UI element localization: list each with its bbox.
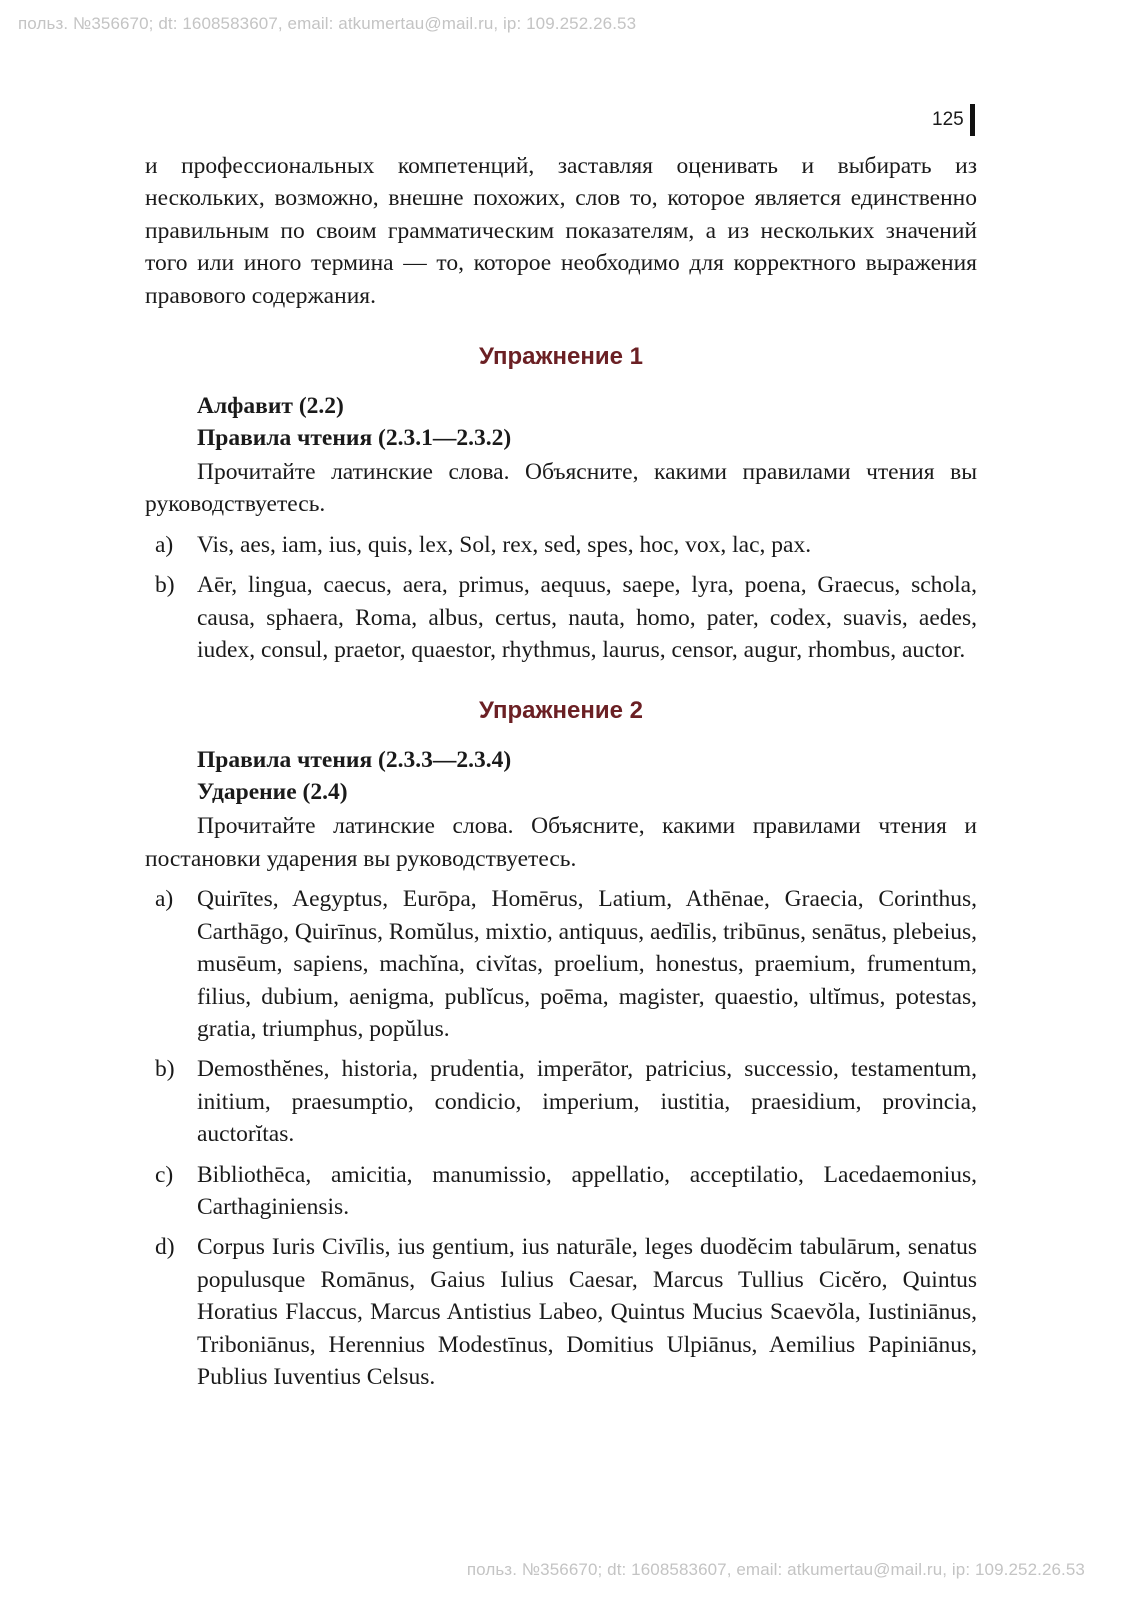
list-marker: a) xyxy=(155,531,174,558)
list-text: Demosthĕnes, historia, prudentia, imperātor, patricius, successio, testamentum, initium, praesumptio, condicio, imperium, iustitia, praesidium, provincia, auctorĭtas. xyxy=(197,1056,977,1148)
intro-paragraph: и профессиональных компетенций, заставляя оценивать и выбирать из нескольких, возможно, внешне похожих, слов то, которое является единственно правильным по своим грамматическим показателям, а из нескольких значений того или иного термина — то, которое необходимо для корректного выражения правового содержания. xyxy=(145,153,977,309)
exercise-task: Прочитайте латинские слова. Объясните, какими правилами чтения вы руководствуетесь. xyxy=(145,459,977,518)
list-item xyxy=(145,569,977,666)
exercise-2 xyxy=(145,696,977,1393)
page-number-text: 125 xyxy=(932,109,964,130)
exercise-topic: Ударение (2.4) xyxy=(197,779,348,806)
list-item xyxy=(145,1053,977,1150)
list-marker: b) xyxy=(155,1056,175,1083)
watermark-top: польз. №356670; dt: 1608583607, email: atkumertau@mail.ru, ip: 109.252.26.53 xyxy=(18,14,637,33)
exercise-list xyxy=(145,529,977,667)
exercise-topic: Алфавит (2.2) xyxy=(197,393,344,420)
list-marker: b) xyxy=(155,572,175,599)
list-text: Vis, aes, iam, ius, quis, lex, Sol, rex, sed, spes, hoc, vox, lac, pax. xyxy=(197,531,812,558)
exercise-topic: Правила чтения (2.3.1—2.3.2) xyxy=(197,425,512,452)
list-text: Bibliothēca, amicitia, manumissio, appellatio, acceptilatio, Lacedaemonius, Carthaginiensis. xyxy=(197,1161,977,1220)
exercise-task: Прочитайте латинские слова. Объясните, какими правилами чтения и постановки ударения вы руководствуетесь. xyxy=(145,813,977,872)
list-item xyxy=(145,1231,977,1393)
page-body xyxy=(145,150,977,1401)
exercise-title: Упражнение 1 xyxy=(479,343,643,371)
list-item xyxy=(145,1159,977,1224)
list-marker: a) xyxy=(155,886,174,913)
exercise-title: Упражнение 2 xyxy=(479,697,643,725)
page-number xyxy=(932,104,975,136)
list-text: Aēr, lingua, caecus, aera, primus, aequus, saepe, lyra, poena, Graecus, schola, causa, sphaera, Roma, albus, certus, nauta, homo, pater, codex, suavis, aedes, iudex, consul, praetor, quaestor, rhythmus, laurus, censor, augur, rhombus, auctor. xyxy=(197,572,977,664)
list-text: Corpus Iuris Civīlis, ius gentium, ius naturāle, leges duodĕcim tabulārum, senatus populusque Romānus, Gaius Iulius Caesar, Marcus Tullius Cicĕro, Quintus Horatius Flaccus, Marcus Antistius Labeo, Quintus Mucius Scaevŏla, Iustiniānus, Triboniānus, Herennius Modestīnus, Domitius Ulpiānus, Aemilius Papiniānus, Publius Iuventius Celsus. xyxy=(197,1234,977,1390)
list-text: Quirītes, Aegyptus, Eurōpa, Homērus, Latium, Athēnae, Graecia, Corinthus, Carthāgo, Quirīnus, Romŭlus, mixtio, antiquus, aedīlis, tribūnus, senātus, plebeius, musēum, sapiens, machĭna, civĭtas, proelium, honestus, praemium, frumentum, filius, dubium, aenigma, publĭcus, poēma, magister, quaestio, ultĭmus, potestas, gratia, triumphus, popŭlus. xyxy=(197,886,978,1042)
list-marker: d) xyxy=(155,1234,175,1261)
list-item xyxy=(145,883,977,1045)
page-number-bar xyxy=(970,104,975,136)
watermark-bottom: польз. №356670; dt: 1608583607, email: atkumertau@mail.ru, ip: 109.252.26.53 xyxy=(466,1560,1085,1579)
exercise-1 xyxy=(145,342,977,666)
exercise-list xyxy=(145,883,977,1393)
exercise-topic: Правила чтения (2.3.3—2.3.4) xyxy=(197,747,512,774)
list-item xyxy=(145,529,977,561)
list-marker: c) xyxy=(155,1161,174,1188)
